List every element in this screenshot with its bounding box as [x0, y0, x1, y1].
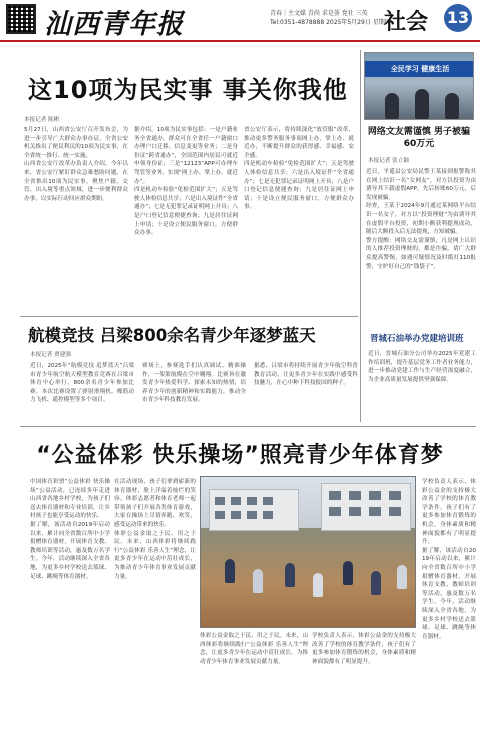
article1-col2 — [134, 126, 238, 312]
article5-paragraph: 中国体育彩票“公益体彩 快乐操场”公益活动，已连续多年走进山西省各地乡村学校，为孩子们送去体育器材和专业培训，让乡村孩子也能享受运动的快乐。 — [30, 479, 110, 520]
article4-body — [368, 350, 476, 422]
section-name: 社会 — [384, 9, 429, 35]
article1-col1 — [24, 126, 128, 312]
article1-byline: 本报记者 陈彬 — [24, 117, 60, 123]
article5-col1 — [30, 478, 110, 736]
article5-col3 — [200, 632, 308, 736]
article1-paragraph: 据介绍，10项为民实事包括：一是户籍业务全省通办，群众可在全省任一户籍窗口办理户口迁移、信息变更等业务；二是身份证“跨省通办”，全国范围内居民可就近申领身份证；三是“12123”APP可办理车驾管等业务，实现“网上办、掌上办、就近办”。 — [134, 127, 238, 185]
student-figure — [285, 563, 295, 587]
article2-paragraph: 经查，王某于2024年9月通过某网络平台结识一名女子，对方以“投资理财”为由诱导其在虚假平台投资，初期小额获利提现成功，随后大额投入后无法提现，方知被骗。 — [366, 203, 476, 236]
building-window — [263, 497, 273, 505]
article5-paragraph: 据了解，该活动自2019年启动以来，累计向全省数百所中小学捐赠体育器材，开展体育支教、教师培训等活动，惠及数万名学生。今年，活动继续深入全省各地，为更多乡村学校送去篮球、足球、跳绳等体育器材。 — [30, 521, 110, 580]
article5-col5 — [422, 478, 476, 736]
building-window — [329, 507, 341, 516]
building-window — [369, 491, 381, 500]
photo-person — [385, 93, 399, 119]
article1-paragraph: 四是机动车检验“免检范围扩大”；五是驾驶人体检信息共享；六是出入境证件“全省通办”；七是无犯罪记录证明网上开具；八是户口登记信息便捷查询；九是居住证网上申请；十是设立便民服务窗口，方便群众办事。 — [244, 161, 354, 211]
masthead — [0, 0, 480, 42]
masthead-info-line2: Tel:0351-4878888 2025年5月29日 星期四 — [270, 19, 391, 26]
article3-col3 — [254, 362, 358, 422]
article5-col2 — [114, 478, 196, 736]
building-window — [263, 511, 273, 519]
article4-paragraph: 近日，晋城石油分公司举办2025年党建工作培训班，提升基层党务工作者业务能力，进一步推动党建工作与生产经营深度融合，为企业高质量发展提供坚强保障。 — [368, 351, 476, 383]
article3-headline: 航模竞技 吕梁800余名青少年逐梦蓝天 — [28, 326, 316, 345]
article3-paragraph: 赛场上，参赛选手们认真调试、精准操作，一架架航模在空中翱翔。比赛旨在激发青少年热爱科学、探索未知的热情，培养青少年的创新精神和实践能力，推动全市青少年科技教育发展。 — [142, 363, 246, 404]
article3-paragraph: 据悉，吕梁市将持续开展青少年航空科普教育活动，让更多青少年在实践中感受科技魅力，在心中种下科技报国的种子。 — [254, 363, 358, 387]
school-building — [209, 489, 299, 531]
student-figure — [343, 561, 353, 585]
page-number-badge: 13 — [444, 4, 472, 32]
article5-paragraph: 在活动现场，孩子们拿到崭新的体育器材，脸上洋溢着灿烂的笑容。体彩志愿者和体育老师一起带领孩子们开展各类体育游戏，大家在操场上尽情奔跑、欢笑，感受运动带来的快乐。 — [114, 479, 196, 528]
building-window — [231, 511, 241, 519]
article3-col2 — [142, 362, 246, 422]
article5-paragraph: 学校负责人表示，体彩公益金的支持极大改善了学校的体育教学条件，孩子们有了更多参加体育锻炼的机会，身体素质和精神面貌都有了明显提升。 — [422, 479, 476, 546]
article5-headline: “公益体彩 快乐操场”照亮青少年体育梦 — [36, 443, 444, 468]
section-divider — [20, 316, 358, 317]
article5-paragraph: 体彩公益金取之于民、用之于民。未来，山西体彩将继续践行“公益体彩 乐善人生”理念，让更多青少年在运动中茁壮成长，为推动青少年体育事业发展贡献力量。 — [114, 530, 196, 580]
article5-paragraph: 学校负责人表示，体彩公益金的支持极大改善了学校的体育教学条件，孩子们有了更多参加体育锻炼的机会，身体素质和精神面貌都有了明显提升。 — [312, 633, 416, 665]
article1-paragraph: 山西省公安厅改革办负责人介绍，今年以来，省公安厅紧盯群众急难愁盼问题，在全省推出10项为民实事，聚焦户籍、交管、出入境等重点领域，进一步便利群众办事，以实际行动回应群众期盼。 — [24, 161, 128, 202]
article1-paragraph: 5月27日，山西省公安厅召开发布会，为进一步引导广大群众办事办证，全省公安机关推出了便民利民的10项为民实事，在全省统一推行、统一实施。 — [24, 127, 128, 159]
building-window — [349, 507, 361, 516]
article2-byline: 本报记者 张立颖 — [368, 158, 409, 164]
article1-headline: 这10项为民实事 事关你我他 — [28, 76, 348, 104]
building-window — [349, 491, 361, 500]
student-figure — [225, 559, 235, 583]
article4-headline: 晋城石油举办党建培训班 — [370, 334, 464, 344]
student-figure — [371, 571, 381, 595]
playground-photo — [200, 476, 416, 628]
building-window — [247, 497, 257, 505]
building-window — [369, 507, 381, 516]
student-figure — [397, 565, 407, 589]
building-window — [389, 507, 401, 516]
article5-col4 — [312, 632, 416, 736]
photo-person — [415, 89, 429, 119]
article1-paragraph: 省公安厅表示，将持续深化“放管服”改革，推动更多警务服务事项网上办、掌上办、就近办，不断提升群众的获得感、幸福感、安全感。 — [244, 127, 354, 159]
building-window — [215, 511, 225, 519]
masthead-info — [270, 9, 391, 27]
qr-code-icon[interactable] — [6, 4, 36, 34]
photo-banner: 全民学习 健康生活 — [365, 61, 474, 77]
building-window — [231, 497, 241, 505]
article5-paragraph: 体彩公益金取之于民、用之于民。未来，山西体彩将继续践行“公益体彩 乐善人生”理念，让更多青少年在运动中茁壮成长，为推动青少年体育事业发展贡献力量。 — [200, 633, 308, 665]
student-figure — [253, 569, 263, 593]
masthead-info-line1: 青春｜主文媒 青尚 求是荟 党社 三英 — [270, 10, 368, 17]
article2-headline: 网络文友需谨慎 男子被骗60万元 — [367, 127, 471, 149]
article1-paragraph: 四是机动车检验“免检范围扩大”；五是驾驶人体检信息共享；六是出入境证件“全省通办”；七是无犯罪记录证明网上开具；八是户口登记信息便捷查询；九是居住证网上申请；十是设立便民服务窗口，方便群众办事。 — [134, 187, 238, 237]
photo-person — [445, 93, 459, 119]
building-window — [389, 491, 401, 500]
fraud-warning-photo — [364, 52, 474, 120]
column-divider — [360, 50, 361, 422]
article3-byline: 本报记者 贾建强 — [30, 352, 71, 358]
article2-paragraph: 近日，平遥县公安局民警王某接到报警称其在网上结识一名“女网友”，对方以投资为由诱导其下载虚假APP，先后转账60万元，后发现被骗。 — [366, 169, 476, 201]
newspaper-logo: 汕西青年报 — [44, 9, 184, 40]
article3-col1 — [30, 362, 134, 422]
building-window — [329, 491, 341, 500]
article3-paragraph: 近日，2025年“航模竞技 追梦蓝天”吕梁市青少年航空航天模型教育竞赛在吕梁市体育中心举行，800余名青少年参加比赛。本次比赛设置了弹射滑翔机、橡筋动力飞机、遥控模型等多个项目。 — [30, 363, 134, 404]
student-figure — [313, 573, 323, 597]
article2-paragraph: 警方提醒：网络交友需谨慎，凡是网上认识的人推荐投资理财的，都是诈骗。请广大群众提高警惕，如遇可疑情况及时拨打110报警，守护好自己的“钱袋子”。 — [366, 237, 476, 270]
article5-paragraph: 据了解，该活动自2019年启动以来，累计向全省数百所中小学捐赠体育器材，开展体育支教、教师培训等活动，惠及数万名学生。今年，活动继续深入全省各地，为更多乡村学校送去篮球、足球、跳绳等体育器材。 — [422, 547, 476, 640]
building-window — [215, 497, 225, 505]
section-divider — [20, 426, 476, 427]
article2-body — [366, 168, 476, 314]
article1-col3 — [244, 126, 354, 312]
building-window — [247, 511, 257, 519]
